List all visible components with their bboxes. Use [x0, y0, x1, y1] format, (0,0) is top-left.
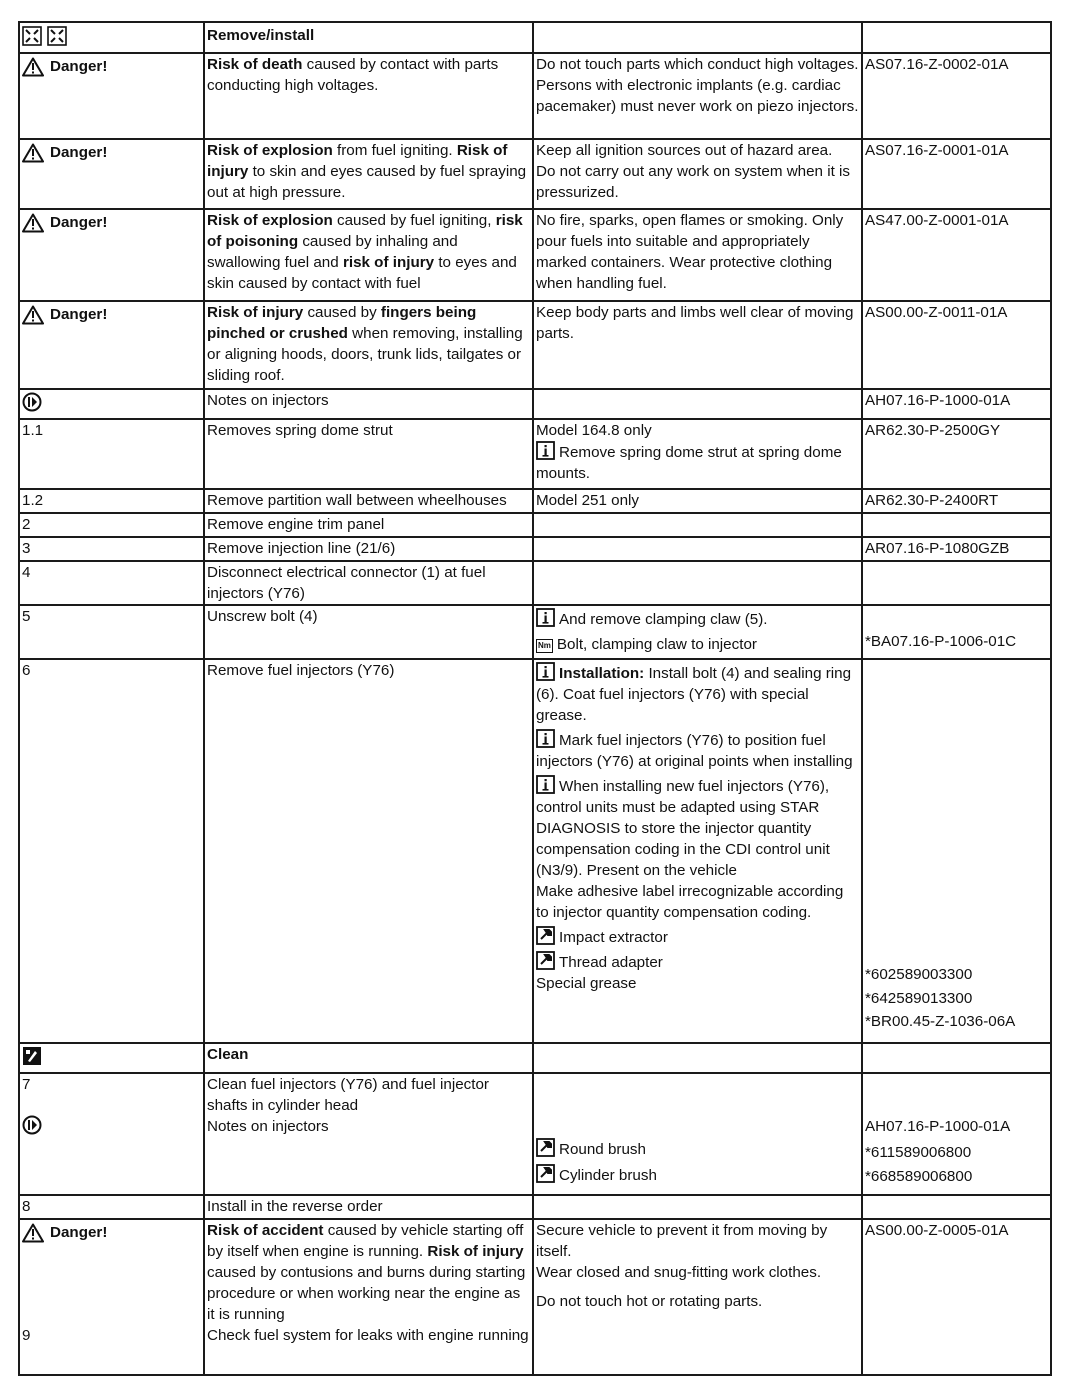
- step-text: Remove injection line (21/6): [204, 537, 533, 561]
- action-text: No fire, sparks, open flames or smoking. Only pour fuels into suitable and appropriately marked containers. Wear protective clothing when handling fuel.: [533, 209, 862, 301]
- step-number: 1.2: [19, 489, 204, 513]
- step-number: 5: [19, 605, 204, 659]
- action-text: Do not touch parts which conduct high voltages. Persons with electronic implants (e.g. cardiac pacemaker) must never work on piezo injectors.: [533, 53, 862, 139]
- step-number: 6: [19, 659, 204, 1043]
- reference: AR62.30-P-2400RT: [862, 489, 1051, 513]
- special-tool-icon: [536, 926, 555, 945]
- table-row: [19, 659, 1051, 1043]
- table-row: [19, 1195, 1051, 1219]
- reference: AS00.00-Z-0005-01A: [862, 1219, 1051, 1375]
- notes-icon: [22, 1115, 42, 1135]
- section-title: Remove/install: [204, 22, 533, 53]
- step-text: Check fuel system for leaks with engine running: [207, 1327, 529, 1344]
- table-row: [19, 139, 1051, 209]
- step-text: Install in the reverse order: [204, 1195, 533, 1219]
- reference: AS00.00-Z-0011-01A: [862, 301, 1051, 389]
- action-text: Model 251 only: [533, 489, 862, 513]
- warning-triangle-icon: [22, 143, 44, 163]
- reference: AS07.16-Z-0002-01A: [862, 53, 1051, 139]
- step-text: Disconnect electrical connector (1) at fuel injectors (Y76): [204, 561, 533, 605]
- step-text: Unscrew bolt (4): [204, 605, 533, 659]
- step-number: 7: [19, 1073, 204, 1195]
- reference: AH07.16-P-1000-01A: [862, 389, 1051, 419]
- notes-icon: [22, 392, 42, 412]
- step-text: Remove fuel injectors (Y76): [204, 659, 533, 1043]
- hazard-text: Risk of death caused by contact with parts conducting high voltages.: [204, 53, 533, 139]
- action-text: And remove clamping claw (5). Nm Bolt, clamping claw to injector: [533, 605, 862, 659]
- step-number: 1.1: [19, 419, 204, 489]
- danger-label: Danger!: [22, 210, 201, 233]
- table-row: [19, 1073, 1051, 1195]
- special-tool-icon: [536, 1138, 555, 1157]
- table-row: [19, 537, 1051, 561]
- warning-triangle-icon: [22, 1223, 44, 1243]
- info-icon: [536, 662, 555, 681]
- table-row: [19, 561, 1051, 605]
- warning-triangle-icon: [22, 305, 44, 325]
- hazard-text: Risk of accident caused by vehicle starting off by itself when engine is running. Risk of injury caused by contusions and burns during starting procedure or when working near the engine as it is running Check fuel system for leaks with engine running: [204, 1219, 533, 1375]
- remove-install-icons: [19, 22, 204, 53]
- reference: AS47.00-Z-0001-01A: [862, 209, 1051, 301]
- info-icon: [536, 729, 555, 748]
- reference: *BA07.16-P-1006-01C: [862, 605, 1051, 659]
- reference: AH07.16-P-1000-01A *611589006800 *668589006800: [862, 1073, 1051, 1195]
- hazard-text: Risk of explosion caused by fuel igniting, risk of poisoning caused by inhaling and swallowing fuel and risk of injury to eyes and skin caused by contact with fuel: [204, 209, 533, 301]
- danger-label: Danger!: [22, 1220, 201, 1243]
- special-tool-icon: [536, 951, 555, 970]
- hazard-text: Risk of injury caused by fingers being pinched or crushed when removing, installing or aligning hoods, doors, trunk lids, tailgates or sliding roof.: [204, 301, 533, 389]
- action-text: Model 164.8 only Remove spring dome strut at spring dome mounts.: [533, 419, 862, 489]
- clean-icon: [22, 1046, 42, 1066]
- table-row: [19, 489, 1051, 513]
- danger-label: Danger!: [22, 302, 201, 325]
- danger-label: Danger!: [22, 54, 201, 77]
- reference: AS07.16-Z-0001-01A: [862, 139, 1051, 209]
- info-icon: [536, 775, 555, 794]
- reference: *602589003300 *642589013300 *BR00.45-Z-1036-06A: [862, 659, 1051, 1043]
- table-row: [19, 22, 1051, 53]
- step-number: 2: [19, 513, 204, 537]
- action-text: Round brush Cylinder brush: [533, 1073, 862, 1195]
- table-row: [19, 1043, 1051, 1073]
- table-row: [19, 301, 1051, 389]
- warning-triangle-icon: [22, 57, 44, 77]
- action-text: Keep all ignition sources out of hazard area. Do not carry out any work on system when it is pressurized.: [533, 139, 862, 209]
- action-text: Keep body parts and limbs well clear of moving parts.: [533, 301, 862, 389]
- step-text: Remove partition wall between wheelhouses: [204, 489, 533, 513]
- step-text: Removes spring dome strut: [204, 419, 533, 489]
- table-row: [19, 1219, 1051, 1375]
- table-row: [19, 209, 1051, 301]
- action-text: Secure vehicle to prevent it from moving by itself. Wear closed and snug-fitting work clothes. Do not touch hot or rotating parts.: [533, 1219, 862, 1375]
- section-title: Clean: [204, 1043, 533, 1073]
- hazard-text: Risk of explosion from fuel igniting. Risk of injury to skin and eyes caused by fuel spraying out at high pressure.: [204, 139, 533, 209]
- step-number: 3: [19, 537, 204, 561]
- info-icon: [536, 441, 555, 460]
- step-number: 9: [22, 1327, 31, 1344]
- reference: AR07.16-P-1080GZB: [862, 537, 1051, 561]
- info-icon: [536, 608, 555, 627]
- warning-triangle-icon: [22, 213, 44, 233]
- remove-install-icon: [22, 26, 68, 46]
- danger-label: Danger!: [22, 140, 201, 163]
- procedure-table: [18, 21, 1052, 1376]
- table-row: [19, 513, 1051, 537]
- table-row: [19, 419, 1051, 489]
- step-text: Clean fuel injectors (Y76) and fuel injector shafts in cylinder head Notes on injectors: [204, 1073, 533, 1195]
- torque-icon: Nm: [536, 639, 553, 653]
- step-number: 8: [19, 1195, 204, 1219]
- step-text: Remove engine trim panel: [204, 513, 533, 537]
- step-number: 4: [19, 561, 204, 605]
- reference: AR62.30-P-2500GY: [862, 419, 1051, 489]
- table-row: [19, 389, 1051, 419]
- table-row: [19, 605, 1051, 659]
- step-text: Notes on injectors: [204, 389, 533, 419]
- table-row: [19, 53, 1051, 139]
- special-tool-icon: [536, 1164, 555, 1183]
- action-text: Installation: Install bolt (4) and sealing ring (6). Coat fuel injectors (Y76) with special grease. Mark fuel injectors (Y76) to position fuel injectors (Y76) at original points when installing When installing new fuel injectors (Y76), control units must be adapted using STAR DIAGNOSIS to store the injector quantity compensation coding in the CDI control unit (N3/9). Present on the vehicle Make adhesive label irrecognizable according to injector quantity compensation coding. Impact extractor Thread adapter Special grease: [533, 659, 862, 1043]
